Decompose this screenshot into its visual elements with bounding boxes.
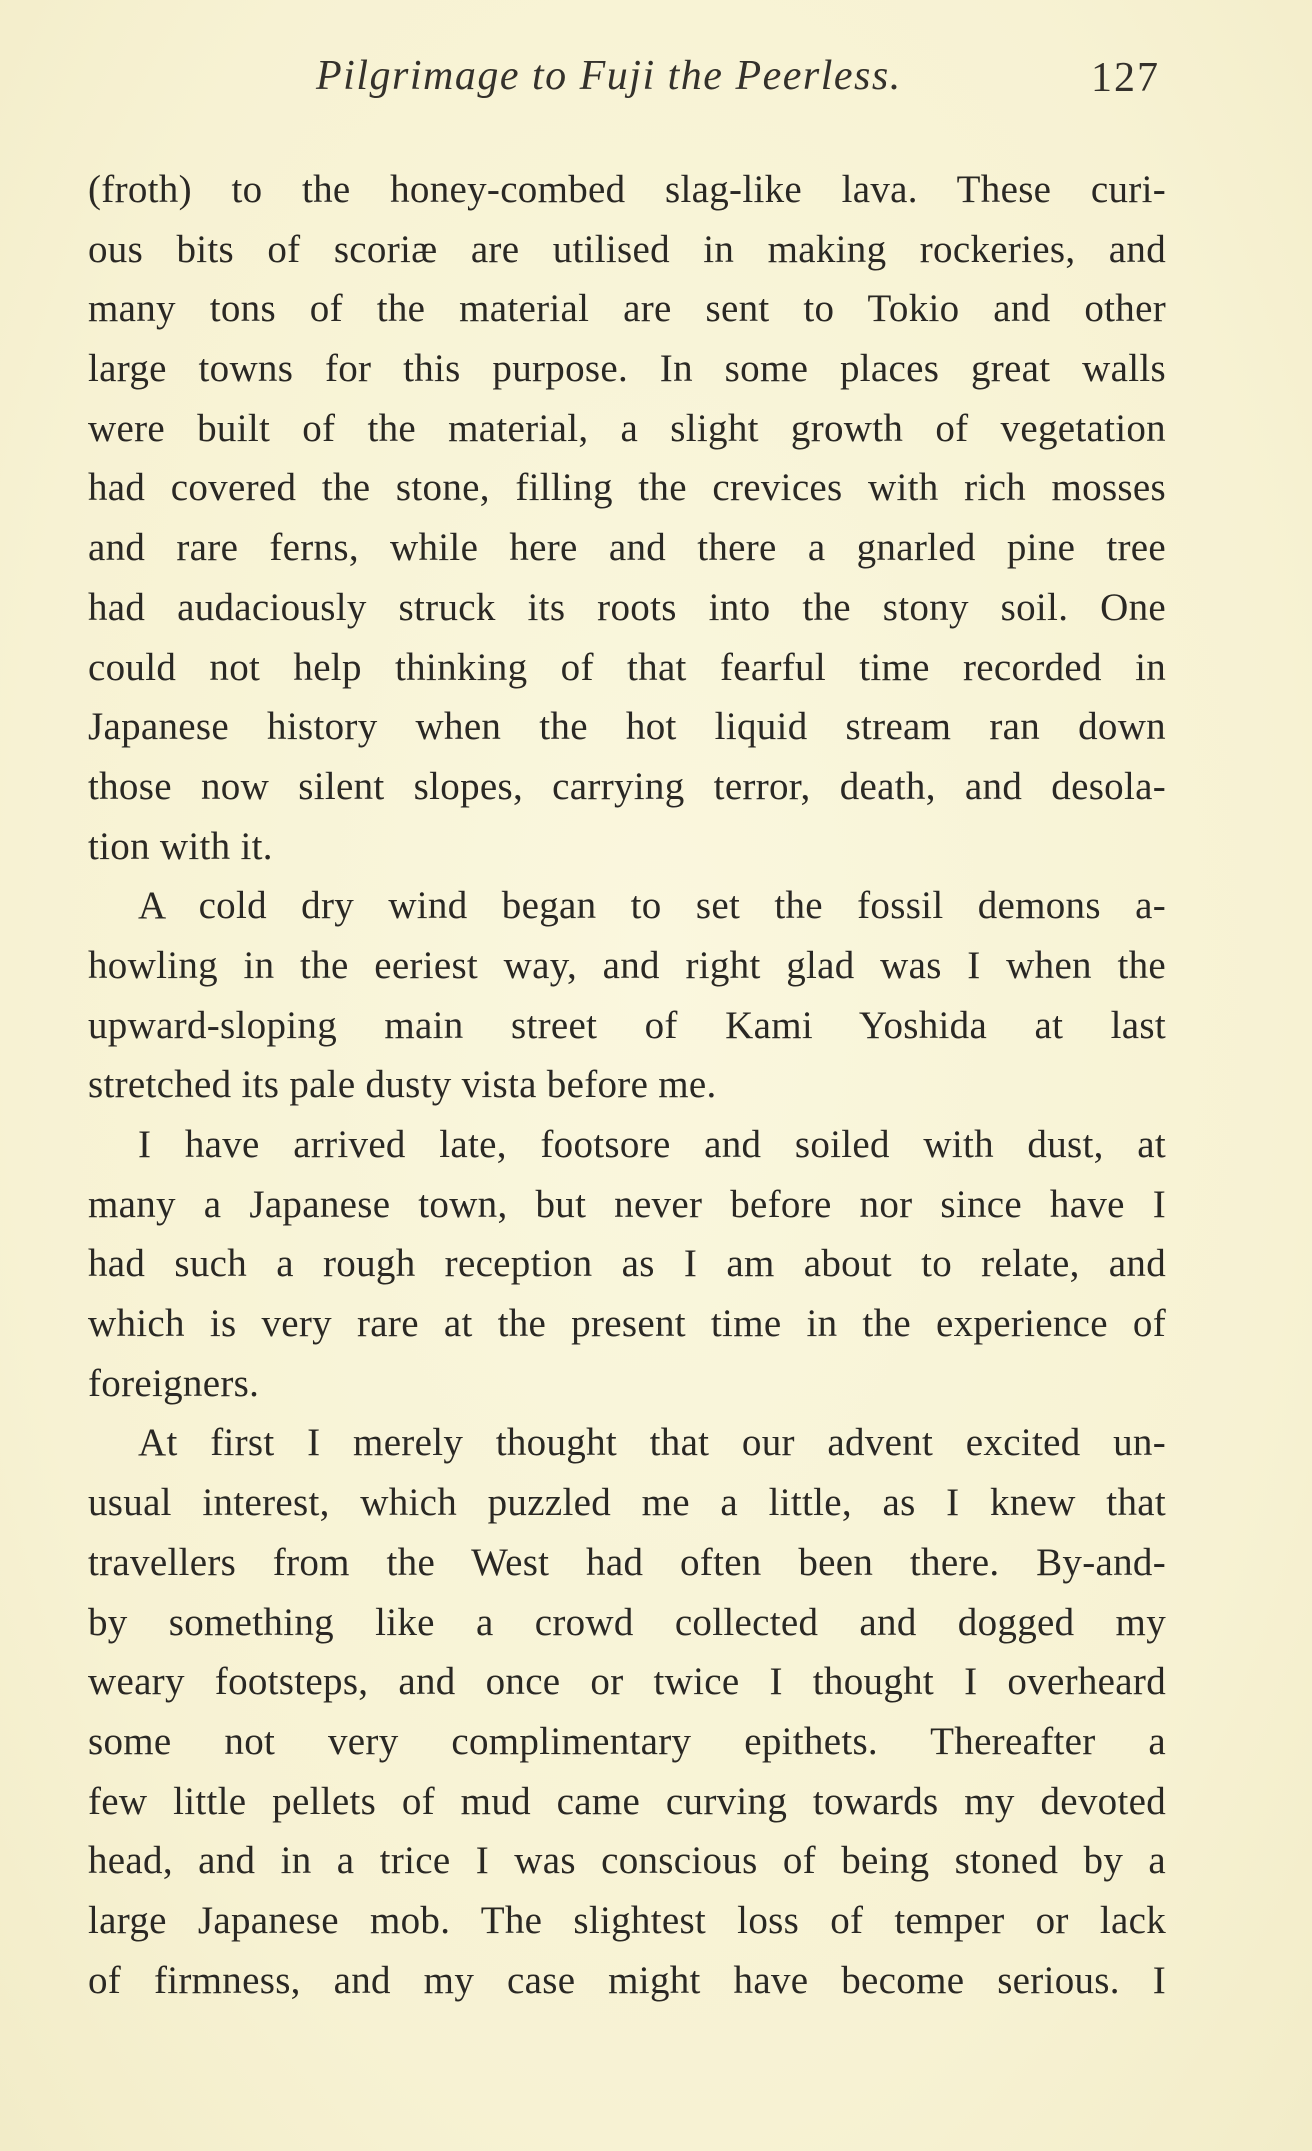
- text-line: many a Japanese town, but never before nor since have I: [88, 1182, 1166, 1226]
- body-text: [88, 160, 1166, 2010]
- text-line: foreigners.: [88, 1361, 260, 1405]
- text-line: could not help thinking of that fearful time recorded in: [88, 645, 1166, 689]
- text-line: large Japanese mob. The slightest loss of temper or lack: [88, 1898, 1166, 1942]
- text-line: and rare ferns, while here and there a gnarled pine tree: [88, 526, 1166, 570]
- page-number: 127: [1091, 55, 1160, 101]
- running-title: Pilgrimage to Fuji the Peerless.: [316, 53, 902, 99]
- text-line: many tons of the material are sent to Tokio and other: [88, 287, 1166, 331]
- text-line: by something like a crowd collected and dogged my: [88, 1600, 1166, 1644]
- text-line: ous bits of scoriæ are utilised in making rockeries, and: [88, 227, 1166, 271]
- running-head: [300, 52, 1160, 112]
- text-line: had covered the stone, filling the crevices with rich mosses: [88, 466, 1166, 510]
- text-line: weary footsteps, and once or twice I thought I overheard: [88, 1660, 1166, 1704]
- text-line: had audaciously struck its roots into the stony soil. One: [88, 585, 1166, 629]
- text-line: those now silent slopes, carrying terror, death, and desola-: [88, 764, 1166, 808]
- text-line: some not very complimentary epithets. Thereafter a: [88, 1719, 1166, 1763]
- text-line: tion with it.: [88, 824, 273, 868]
- text-line: few little pellets of mud came curving towards my devoted: [88, 1779, 1166, 1823]
- text-line: of firmness, and my case might have become serious. I: [88, 1958, 1166, 2002]
- text-line: head, and in a trice I was conscious of being stoned by a: [88, 1839, 1166, 1883]
- text-line: (froth) to the honey-combed slag-like lava. These curi-: [88, 168, 1166, 211]
- text-line: large towns for this purpose. In some places great walls: [88, 347, 1166, 391]
- text-line: were built of the material, a slight growth of vegetation: [88, 406, 1166, 450]
- text-line: At first I merely thought that our advent excited un-: [138, 1421, 1166, 1465]
- text-line: which is very rare at the present time in the experience of: [88, 1302, 1166, 1346]
- text-line: howling in the eeriest way, and right glad was I when the: [88, 943, 1166, 987]
- text-line: travellers from the West had often been there. By-and-: [88, 1540, 1166, 1584]
- text-line: usual interest, which puzzled me a little, as I knew that: [88, 1481, 1166, 1525]
- text-line: A cold dry wind began to set the fossil demons a-: [138, 884, 1166, 928]
- text-line: had such a rough reception as I am about to relate, and: [88, 1242, 1166, 1286]
- text-line: Japanese history when the hot liquid stream ran down: [88, 705, 1166, 749]
- text-line: upward-sloping main street of Kami Yoshida at last: [88, 1003, 1166, 1047]
- text-line: stretched its pale dusty vista before me.: [88, 1063, 717, 1107]
- text-line: I have arrived late, footsore and soiled with dust, at: [138, 1123, 1166, 1166]
